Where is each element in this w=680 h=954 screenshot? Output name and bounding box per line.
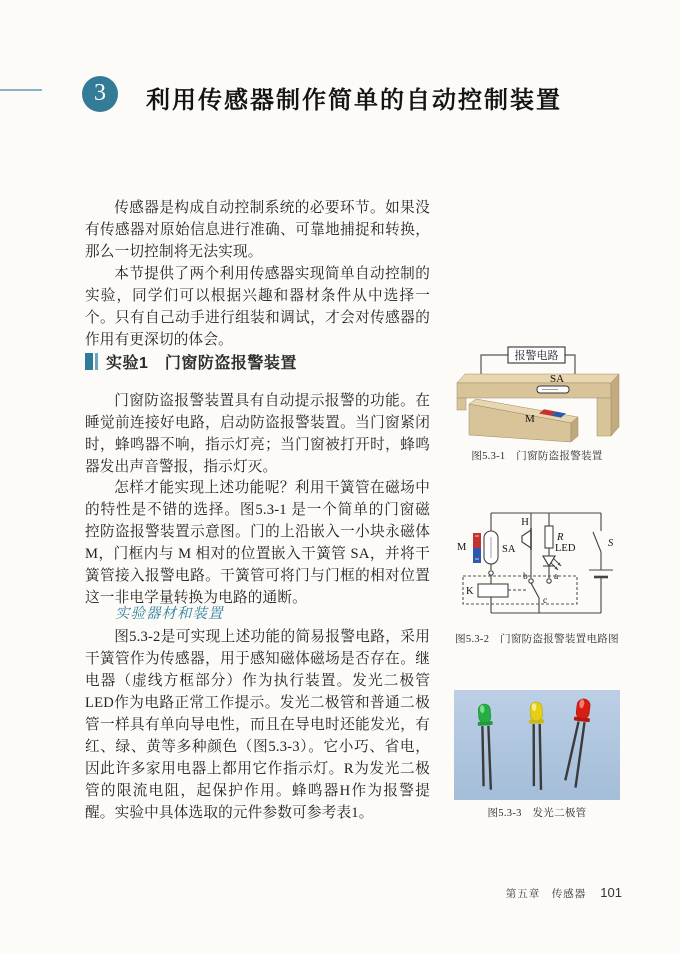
fig2-led-label: LED <box>555 543 576 554</box>
footer-page-number: 101 <box>600 885 622 900</box>
figure-5-3-2-caption: 图5.3-2 门窗防盗报警装置电路图 <box>455 634 619 645</box>
experiment1-text-1 <box>85 390 430 478</box>
fig1-sa-label: SA <box>549 373 565 385</box>
fig1-m-label: M <box>525 413 535 425</box>
exp1-paragraph-3: 图5.3-2是可实现上述功能的简易报警电路，采用干簧管作为传感器，用于感知磁体磁场是否存在。继电器（虚线方框部分）作为执行装置。发光二极管LED作为电路正常工作提示。发光二极管和普通二极管一样具有单向导电性，而且在导电时还能发光，有红、绿、黄等多种颜色（图5.3-3）。它小巧、省电，因此许多家用电器上都用它作指示灯。R为发光二极管的限流电阻，起保护作用。蜂鸣器H作为报警提醒。实验中具体选取的元件参数可参考表1。 <box>85 629 430 821</box>
led-photo <box>454 690 620 800</box>
footer-chapter: 第五章 传感器 <box>505 889 587 900</box>
alarm-circuit-diagram <box>451 486 623 626</box>
section-marker-icon <box>85 353 98 370</box>
figure-5-3-3-caption: 图5.3-3 发光二极管 <box>487 808 587 819</box>
experiment1-text-2 <box>85 477 430 609</box>
alarm-circuit-label: 报警电路 <box>514 350 559 362</box>
exp1-paragraph-1: 门窗防盗报警装置具有自动提示报警的功能。在睡觉前连接好电路，启动防盗报警装置。当门窗紧闭时，蜂鸣器不响，指示灯亮；当门窗被打开时，蜂鸣器发出声音警报，指示灯灭。 <box>85 393 430 475</box>
intro-paragraph-2: 本节提供了两个利用传感器实现简单自动控制的实验，同学们可以根据兴趣和器材条件从中选择一个。只有自己动手进行组装和调试，才会对传感器的作用有更深切的体会。 <box>85 266 430 348</box>
decorative-rule <box>0 89 42 91</box>
intro-text <box>85 197 430 351</box>
figure-5-3-1-caption: 图5.3-1 门窗防盗报警装置 <box>471 451 603 462</box>
experiment1-heading-label: 实验1 门窗防盗报警装置 <box>106 355 297 372</box>
materials-subheading: 实验器材和装置 <box>115 606 224 622</box>
door-alarm-diagram <box>451 341 623 443</box>
unit-number-badge: 3 <box>82 76 118 112</box>
fig2-b-label: b <box>523 572 528 582</box>
exp1-paragraph-2: 怎样才能实现上述功能呢？利用干簧管在磁场中的特性是不错的选择。图5.3-1 是一个简单的门窗磁控防盗报警装置示意图。门的上沿嵌入一小块永磁体 M，门框内与 M 相对的位置嵌入干簧管 SA，并将干簧管接入报警电路。干簧管可将门与门框的相对位置这一非电学量转换为电路的通断。 <box>85 480 430 606</box>
experiment1-heading <box>85 350 297 373</box>
page-footer <box>0 884 622 902</box>
fig2-s-label: S <box>608 538 614 549</box>
fig2-c-label: c <box>543 596 548 606</box>
fig2-sa-label: SA <box>502 544 516 555</box>
figure-5-3-2 <box>451 486 623 646</box>
figure-5-3-1 <box>451 341 623 463</box>
circuit-magnet-south <box>473 548 481 563</box>
fig2-m-label: M <box>457 542 467 553</box>
fig2-r-label: R <box>557 532 564 543</box>
fig2-k-label: K <box>466 586 474 597</box>
fig2-a-label: a <box>554 572 559 582</box>
experiment1-text-3 <box>85 626 430 824</box>
page-title: 利用传感器制作简单的自动控制装置 <box>146 88 562 114</box>
intro-paragraph-1: 传感器是构成自动控制系统的必要环节。如果没有传感器对原始信息进行准确、可靠地捕捉和转换，那么一切控制将无法实现。 <box>85 200 430 260</box>
figure-5-3-3 <box>454 690 620 820</box>
circuit-magnet-north <box>473 533 481 548</box>
fig2-h-label: H <box>521 517 529 528</box>
